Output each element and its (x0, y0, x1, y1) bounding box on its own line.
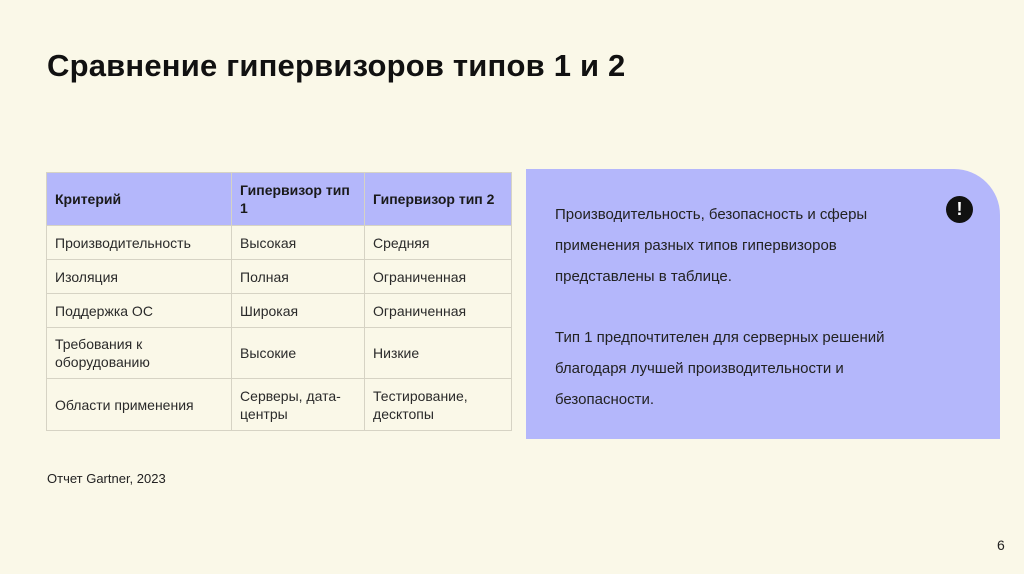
row-criterion: Требования к оборудованию (47, 328, 232, 379)
header-type2: Гипервизор тип 2 (365, 173, 512, 226)
callout-text-recommendation: Тип 1 предпочтителен для серверных решений благодаря лучшей производительности и безопасности. (555, 329, 885, 408)
row-criterion: Изоляция (47, 260, 232, 294)
row-type1-value: Широкая (232, 294, 365, 328)
comparison-table (46, 172, 512, 431)
exclamation-icon: ! (946, 196, 973, 223)
row-type2-value: Низкие (365, 328, 512, 379)
table-row (47, 379, 512, 431)
row-type2-value: Тестирование, десктопы (365, 379, 512, 431)
row-type2-value: Ограниченная (365, 294, 512, 328)
table-row (47, 226, 512, 260)
row-criterion: Поддержка ОС (47, 294, 232, 328)
page-number: 6 (997, 537, 1005, 553)
page-title: Сравнение гипервизоров типов 1 и 2 (47, 48, 626, 83)
source-note: Отчет Gartner, 2023 (47, 471, 166, 486)
table-row (47, 294, 512, 328)
row-type1-value: Высокие (232, 328, 365, 379)
info-callout (526, 169, 1000, 439)
header-type1: Гипервизор тип 1 (232, 173, 365, 226)
row-type2-value: Средняя (365, 226, 512, 260)
table-header-row (47, 173, 512, 226)
table-row (47, 328, 512, 379)
row-criterion: Области применения (47, 379, 232, 431)
table-row (47, 260, 512, 294)
row-type2-value: Ограниченная (365, 260, 512, 294)
row-criterion: Производительность (47, 226, 232, 260)
row-type1-value: Полная (232, 260, 365, 294)
callout-text-summary: Производительность, безопасность и сферы применения разных типов гипервизоров представлены в таблице. (555, 206, 868, 285)
row-type1-value: Высокая (232, 226, 365, 260)
row-type1-value: Серверы, дата-центры (232, 379, 365, 431)
header-criterion: Критерий (47, 173, 232, 226)
